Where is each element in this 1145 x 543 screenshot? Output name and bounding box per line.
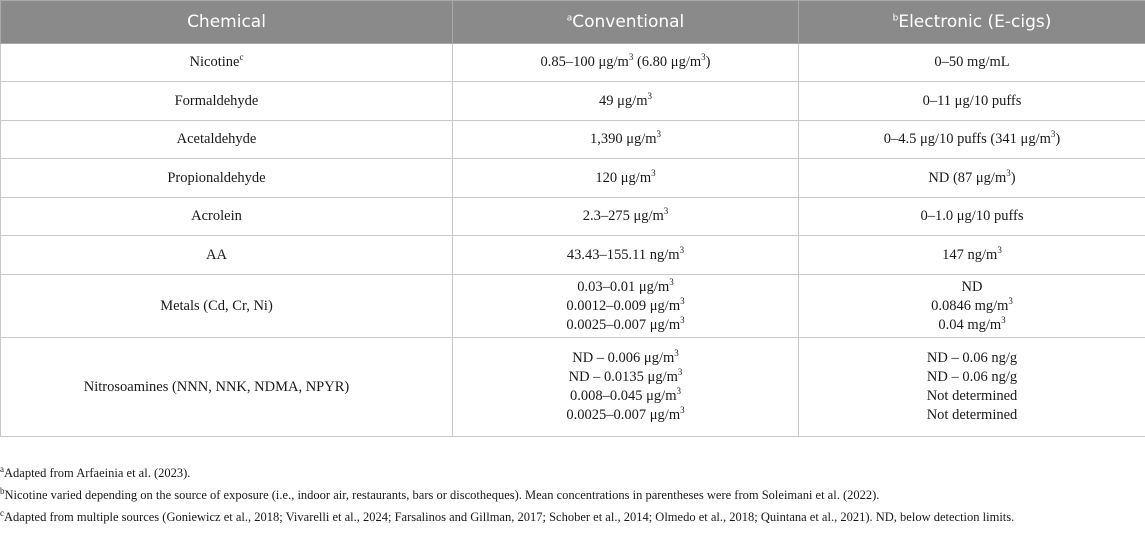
cell-chemical [1, 121, 453, 159]
chemical-name: Nicotine [189, 54, 240, 70]
cell-conventional [453, 198, 799, 236]
cell-chemical [1, 275, 453, 338]
electronic-value-line [799, 130, 1145, 149]
value-text: Not determined [926, 407, 1018, 423]
value-text: 43.43–155.11 ng/m [566, 246, 680, 263]
value-text: ND – 0.06 ng/g [926, 369, 1018, 385]
table-row [1, 159, 1145, 198]
cell-chemical [1, 198, 453, 236]
footnote-text: Nicotine varied depending on the source of exposure (i.e., indoor air, restaurants, bars or discotheques). Mean concentrations in parentheses were from Soleimani et al. (2022). [4, 488, 880, 502]
chemical-name: Acetaldehyde [176, 131, 257, 147]
electronic-value-line [799, 278, 1145, 297]
cell-conventional [453, 236, 799, 275]
cell-conventional [453, 121, 799, 159]
unit-exponent: 3 [674, 348, 679, 359]
value-text: 0–11 μg/10 puffs [922, 92, 1022, 109]
chemical-footnote-marker: c [239, 52, 244, 63]
electronic-value-line [799, 387, 1145, 406]
conventional-value-line [453, 387, 798, 406]
cell-chemical [1, 159, 453, 198]
footnote-marker: b [0, 485, 5, 496]
cell-electronic [799, 121, 1145, 159]
unit-exponent: 3 [669, 276, 674, 287]
electronic-value-line [799, 349, 1145, 368]
header-conventional-sup: a [566, 13, 573, 24]
table-row [1, 44, 1145, 82]
conventional-value-line [453, 316, 798, 335]
chemical-name: Acrolein [191, 208, 242, 224]
header-chemical [1, 1, 453, 44]
conventional-value-line [453, 278, 798, 297]
conventional-value-line [453, 169, 798, 188]
unit-exponent: 3 [1008, 295, 1013, 306]
value-text: 147 ng/m [942, 246, 998, 263]
unit-exponent: 3 [1001, 314, 1006, 325]
footnote [0, 486, 1140, 504]
table-row [1, 121, 1145, 159]
value-text: ND [961, 278, 983, 295]
cell-conventional [453, 338, 799, 437]
conventional-value-line [453, 406, 798, 425]
cell-conventional [453, 44, 799, 82]
cell-electronic [799, 338, 1145, 437]
value-text: ND (87 μg/m [928, 169, 1007, 186]
cell-conventional [453, 159, 799, 198]
unit-exponent: 3 [1006, 167, 1011, 178]
value-text: ND – 0.06 ng/g [926, 350, 1018, 366]
cell-electronic [799, 275, 1145, 338]
conventional-value-line [453, 246, 798, 265]
value-text: 0.03–0.01 μg/m [577, 278, 670, 295]
unit-exponent: 3 [677, 367, 683, 378]
chemical-name: AA [206, 246, 227, 263]
footnote-text: Adapted from multiple sources (Goniewicz et al., 2018; Vivarelli et al., 2024; Farsalinos and Gillman, 2017; Schober et al., 2014; Olmedo et al., 2018; Quintana et al., 2021). ND, below detection limits. [4, 510, 1015, 524]
unit-exponent: 3 [656, 129, 662, 140]
electronic-value-line [799, 53, 1145, 72]
table-row [1, 275, 1145, 338]
electronic-value-line [799, 92, 1145, 111]
value-text: 0.85–100 μg/m [540, 54, 629, 70]
header-chemical-label: Chemical [187, 12, 266, 32]
electronic-value-line [799, 316, 1145, 335]
cell-conventional [453, 82, 799, 121]
table-row [1, 198, 1145, 236]
unit-exponent: 3 [701, 52, 706, 63]
unit-exponent: 3 [680, 295, 685, 306]
value-text: 0–50 mg/mL [934, 54, 1010, 70]
cell-electronic [799, 198, 1145, 236]
unit-exponent: 3 [680, 405, 685, 416]
table-body [1, 44, 1145, 437]
chemical-name: Nitrosoamines (NNN, NNK, NDMA, NPYR) [83, 378, 350, 395]
table-row [1, 338, 1145, 437]
value-text: 0.0846 mg/m [931, 297, 1009, 314]
footnotes [0, 464, 1140, 530]
value-text: ) [1010, 169, 1016, 186]
conventional-value-line [453, 297, 798, 316]
cell-electronic [799, 236, 1145, 275]
electronic-value-line [799, 246, 1145, 265]
value-text: 120 μg/m [595, 169, 652, 186]
electronic-value-line [799, 169, 1145, 188]
table-header [1, 1, 1145, 44]
unit-exponent: 3 [647, 90, 652, 101]
value-text: (6.80 μg/m [633, 54, 702, 70]
table-row [1, 82, 1145, 121]
cell-chemical [1, 236, 453, 275]
conventional-value-line [453, 53, 798, 72]
electronic-value-line [799, 406, 1145, 425]
unit-exponent: 3 [679, 244, 685, 255]
footnote [0, 508, 1140, 526]
cell-conventional [453, 275, 799, 338]
header-conventional [453, 1, 799, 44]
value-text: 0.0012–0.009 μg/m [566, 297, 681, 314]
value-text: 0.0025–0.007 μg/m [566, 407, 681, 423]
electronic-value-line [799, 297, 1145, 316]
value-text: 0–4.5 μg/10 puffs (341 μg/m [883, 131, 1051, 147]
cell-chemical [1, 44, 453, 82]
unit-exponent: 3 [680, 314, 685, 325]
value-text: ND – 0.0135 μg/m [568, 369, 678, 385]
value-text: 1,390 μg/m [589, 131, 657, 147]
chemical-name: Propionaldehyde [167, 169, 266, 186]
value-text: ) [705, 54, 711, 70]
unit-exponent: 3 [663, 206, 669, 217]
chemical-name: Formaldehyde [174, 92, 259, 109]
cell-electronic [799, 159, 1145, 198]
value-text: 0.04 mg/m [938, 316, 1002, 333]
header-electronic [799, 1, 1145, 44]
chemical-name: Metals (Cd, Cr, Ni) [160, 297, 273, 314]
cell-chemical [1, 82, 453, 121]
conventional-value-line [453, 130, 798, 149]
footnote-marker: c [0, 507, 4, 518]
table-row [1, 236, 1145, 275]
conventional-value-line [453, 207, 798, 226]
unit-exponent: 3 [651, 167, 656, 178]
value-text: ND – 0.006 μg/m [572, 350, 675, 366]
header-conventional-label: Conventional [572, 12, 685, 32]
conventional-value-line [453, 368, 798, 387]
electronic-value-line [799, 368, 1145, 387]
cell-electronic [799, 44, 1145, 82]
value-text: Not determined [926, 388, 1018, 404]
header-electronic-sup: b [892, 13, 899, 24]
value-text: ) [1055, 131, 1061, 147]
value-text: 2.3–275 μg/m [582, 208, 664, 224]
unit-exponent: 3 [676, 386, 681, 397]
value-text: 0–1.0 μg/10 puffs [920, 208, 1024, 224]
unit-exponent: 3 [997, 244, 1002, 255]
conventional-value-line [453, 349, 798, 368]
value-text: 0.008–0.045 μg/m [570, 388, 677, 404]
conventional-value-line [453, 92, 798, 111]
unit-exponent: 3 [1050, 129, 1056, 140]
header-electronic-label: Electronic (E-cigs) [898, 12, 1052, 32]
cell-electronic [799, 82, 1145, 121]
header-row [1, 1, 1145, 44]
value-text: 49 μg/m [599, 92, 648, 109]
footnote-marker: a [0, 463, 4, 474]
cell-chemical [1, 338, 453, 437]
unit-exponent: 3 [628, 52, 634, 63]
value-text: 0.0025–0.007 μg/m [566, 316, 681, 333]
electronic-value-line [799, 207, 1145, 226]
footnote [0, 464, 1140, 482]
footnote-text: Adapted from Arfaeinia et al. (2023). [4, 466, 191, 480]
